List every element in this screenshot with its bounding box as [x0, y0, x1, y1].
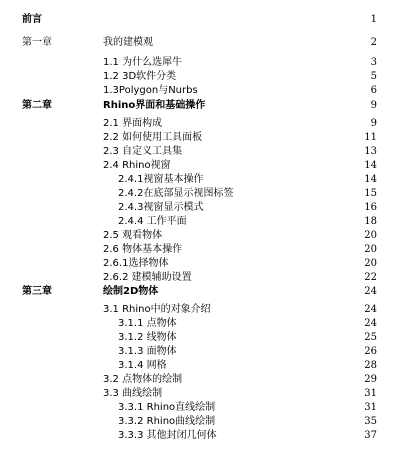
toc-entry [0, 229, 413, 243]
toc-entry [0, 345, 413, 359]
toc-entry [0, 70, 413, 84]
entry-title: 3.3.2 Rhino曲线绘制 [118, 416, 216, 427]
page-number: 13 [364, 146, 377, 157]
chapter-label: 第一章 [22, 37, 52, 48]
toc-entry [0, 99, 413, 113]
toc-entry [0, 56, 413, 70]
toc-entry [0, 131, 413, 145]
entry-title: 绘制2D物体 [103, 286, 159, 297]
page-number: 24 [364, 318, 377, 329]
toc-entry [0, 145, 413, 159]
toc-entry [0, 201, 413, 215]
entry-title: 3.1.4 网格 [118, 360, 167, 371]
page-number: 3 [370, 57, 377, 68]
entry-title: 2.3 自定义工具集 [103, 146, 183, 157]
entry-title: 2.4 Rhino视窗 [103, 160, 171, 171]
page-number: 37 [364, 430, 377, 441]
toc-entry [0, 387, 413, 401]
page-number: 31 [364, 388, 377, 399]
entry-title: 2.4.1视窗基本操作 [118, 174, 204, 185]
entry-title: 2.4.2在底部显示视图标签 [118, 188, 234, 199]
page-number: 22 [364, 272, 377, 283]
page-number: 14 [364, 160, 377, 171]
page-number: 31 [364, 402, 377, 413]
page-number: 24 [364, 304, 377, 315]
entry-title: 2.4.3视窗显示模式 [118, 202, 204, 213]
entry-title: 3.1 Rhino中的对象介绍 [103, 304, 211, 315]
entry-title: 2.2 如何使用工具面板 [103, 132, 203, 143]
chapter-label: 第二章 [22, 100, 52, 111]
toc-entry [0, 415, 413, 429]
entry-title: Rhino界面和基础操作 [103, 100, 206, 111]
entry-title: 2.4.4 工作平面 [118, 216, 187, 227]
toc-entry [0, 359, 413, 373]
page-number: 2 [370, 37, 377, 48]
entry-title: 3.3.3 其他封闭几何体 [118, 430, 217, 441]
toc-entry [0, 215, 413, 229]
toc-entry [0, 271, 413, 285]
page-number: 18 [364, 216, 377, 227]
page-number: 9 [370, 118, 377, 129]
page-number: 6 [370, 85, 377, 96]
entry-title: 3.1.3 面物体 [118, 346, 177, 357]
toc-entry [0, 117, 413, 131]
page-number: 35 [364, 416, 377, 427]
toc-entry [0, 84, 413, 98]
entry-title: 2.6.1选择物体 [103, 258, 169, 269]
page-number: 16 [364, 202, 377, 213]
page-number: 20 [364, 230, 377, 241]
page-number: 1 [370, 14, 377, 25]
chapter-label: 前言 [22, 14, 42, 25]
toc-entry [0, 373, 413, 387]
page-number: 5 [370, 71, 377, 82]
entry-title: 2.1 界面构成 [103, 118, 163, 129]
toc-entry [0, 36, 413, 50]
toc-entry [0, 173, 413, 187]
page-number: 28 [364, 360, 377, 371]
chapter-label: 第三章 [22, 286, 52, 297]
page-number: 14 [364, 174, 377, 185]
page-number: 29 [364, 374, 377, 385]
entry-title: 3.3 曲线绘制 [103, 388, 163, 399]
entry-title: 2.5 观看物体 [103, 230, 163, 241]
toc-entry [0, 303, 413, 317]
entry-title: 1.3Polygon与Nurbs [103, 85, 198, 96]
toc-entry [0, 257, 413, 271]
entry-title: 3.2 点物体的绘制 [103, 374, 183, 385]
toc-entry [0, 317, 413, 331]
entry-title: 1.2 3D软件分类 [103, 71, 177, 82]
entry-title: 1.1 为什么选犀牛 [103, 57, 183, 68]
page-number: 11 [364, 132, 377, 143]
page-number: 20 [364, 244, 377, 255]
toc-entry [0, 243, 413, 257]
page-number: 25 [364, 332, 377, 343]
page-number: 24 [364, 286, 377, 297]
page-number: 15 [364, 188, 377, 199]
toc-entry [0, 401, 413, 415]
entry-title: 3.3.1 Rhino直线绘制 [118, 402, 216, 413]
toc-entry [0, 13, 413, 27]
toc-entry [0, 187, 413, 201]
entry-title: 2.6 物体基本操作 [103, 244, 183, 255]
entry-title: 3.1.2 线物体 [118, 332, 177, 343]
entry-title: 2.6.2 建模辅助设置 [103, 272, 192, 283]
entry-title: 3.1.1 点物体 [118, 318, 177, 329]
toc-entry [0, 159, 413, 173]
page-number: 26 [364, 346, 377, 357]
toc-entry [0, 331, 413, 345]
page-number: 20 [364, 258, 377, 269]
entry-title: 我的建模观 [103, 37, 153, 48]
page-number: 9 [370, 100, 377, 111]
toc-entry [0, 429, 413, 443]
toc-entry [0, 285, 413, 299]
